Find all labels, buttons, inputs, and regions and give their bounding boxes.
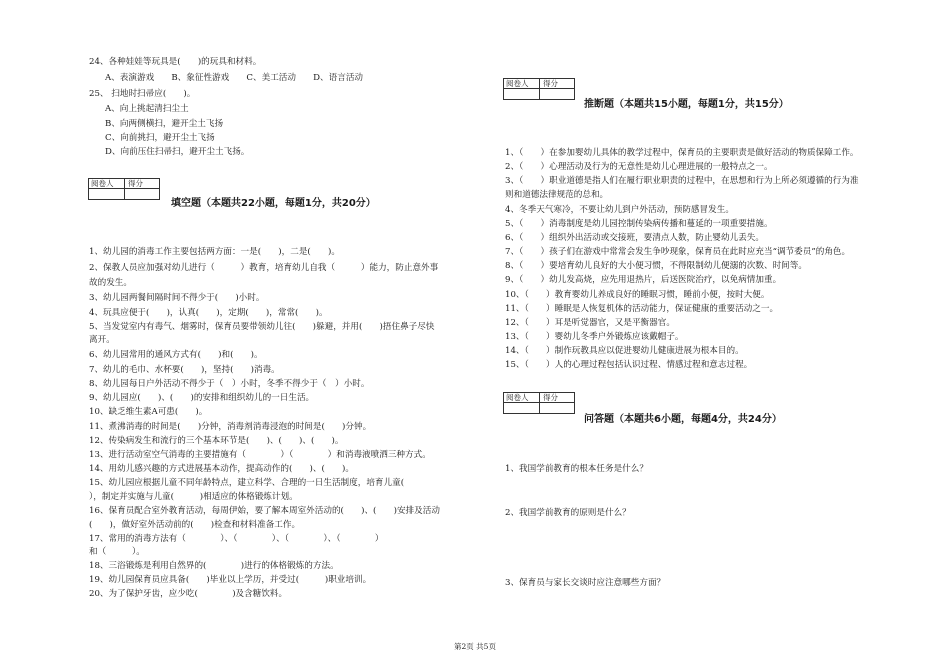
fill-line: 2、保教人员应加强对幼儿进行（ ）教育，培育幼儿自我（ ）能力，防止意外事	[89, 263, 439, 273]
fill-line: 14、用幼儿感兴趣的方式进展基本动作，提高动作的( )、( )。	[89, 464, 354, 474]
score-label: 得分	[543, 393, 558, 402]
fill-line: 10、缺乏维生素A可患( )。	[89, 407, 208, 417]
reviewer-label: 阅卷人	[506, 393, 529, 402]
fill-line: 离开。	[89, 335, 115, 345]
fill-line: 11、煮沸消毒的时间是( )分钟，消毒剂消毒浸泡的时间是( )分钟。	[89, 422, 372, 432]
fill-line: 15、幼儿园应根据儿童不同年龄特点，建立科学、合理的一日生活制度，培育儿童(	[89, 478, 430, 488]
judge-line: 3、（ ）职业道德是指人们在履行职业职责的过程中，在思想和行为上所必须遵循的行为准	[505, 176, 859, 186]
judge-section-title: 推断题（本题共15小题，每题1分，共15分）	[584, 99, 789, 110]
judge-line: 11、（ ）睡眠是人恢复机体的活动能力，保证健康的重要活动之一。	[505, 304, 779, 314]
score-label: 得分	[543, 79, 558, 88]
reviewer-label: 阅卷人	[506, 79, 529, 88]
fill-line: 5、当发觉室内有毒气、烟雾时，保育员要带领幼儿往( )躲避，并用( )捂住鼻子尽快	[89, 322, 435, 332]
fill-line: 12、传染病发生和流行的三个基本环节是( )、( )、( )。	[89, 436, 344, 446]
fill-line: 7、幼儿的毛巾、水杯要( )，坚持( )消毒。	[89, 365, 280, 375]
reviewer-label: 阅卷人	[91, 179, 114, 188]
fill-line: 4、玩具应便于( )，认真( )，定期( )，常常( )。	[89, 308, 328, 318]
judge-line: 8、（ ）要培育幼儿良好的大小便习惯，不得限制幼儿便溺的次数、时间等。	[505, 261, 807, 271]
fill-line: 13、进行活动室空气消毒的主要措施有（ ）（ ）和消毒液喷洒三种方式。	[89, 450, 431, 460]
fill-line: ( )，做好室外活动前的( )检查和材料准备工作。	[89, 520, 301, 530]
judge-line: 则和道德法律规范的总和。	[505, 190, 609, 200]
judge-line: 15、（ ）人的心理过程包括认识过程、情感过程和意志过程。	[505, 360, 753, 370]
fill-line: 和（ ）。	[89, 547, 145, 557]
fill-line: 3、幼儿园两餐间隔时间不得少于( )小时。	[89, 293, 265, 303]
judge-line: 12、（ ）耳是听觉器官，又是平衡器官。	[505, 318, 675, 328]
qa-section-title: 问答题（本题共6小题，每题4分，共24分）	[584, 414, 782, 425]
qa-question: 2、我国学前教育的原则是什么？	[505, 508, 631, 518]
fill-line: 16、保育员配合室外教育活动，每周伊始，要了解本周室外活动的( )、( )安排及活动	[89, 506, 440, 516]
score-box-judge	[503, 78, 575, 100]
question-24: 24、各种娃娃等玩具是( )的玩具和材料。	[89, 57, 262, 67]
fill-line: ），制定并实施与儿童( )相适应的体格锻炼计划。	[89, 492, 298, 502]
judge-line: 9、（ ）幼儿发高烧，应先用退热片，后送医院治疗，以免病情加重。	[505, 275, 782, 285]
fill-line: 9、幼儿园应( )、( )的安排和组织幼儿的一日生活。	[89, 393, 315, 403]
judge-line: 6、（ ）组织外出活动或交接班，要清点人数，防止婴幼儿丢失。	[505, 233, 764, 243]
fill-section-title: 填空题（本题共22小题，每题1分，共20分）	[171, 198, 376, 209]
fill-line: 1、幼儿园的消毒工作主要包括两方面：一是( )，二是( )。	[89, 247, 340, 257]
score-box-fill	[88, 178, 160, 200]
question-24-options: A、表演游戏 B、象征性游戏 C、美工活动 D、语言活动	[105, 73, 364, 83]
question-25-option-a: A、向上挑起清扫尘土	[105, 104, 189, 114]
judge-line: 5、（ ）消毒制度是幼儿园控制传染病传播和蔓延的一项重要措施。	[505, 219, 773, 229]
fill-line: 6、幼儿园常用的通风方式有( )和( )。	[89, 350, 263, 360]
fill-line: 19、幼儿园保育员应具备( )毕业以上学历，并受过( )职业培训。	[89, 575, 372, 585]
page-footer: 第2页 共5页	[454, 642, 496, 651]
qa-question: 1、我国学前教育的根本任务是什么？	[505, 464, 648, 474]
judge-line: 1、（ ）在参加婴幼儿具体的教学过程中，保育员的主要职责是做好活动的物质保障工作。	[505, 148, 859, 158]
question-25-option-d: D、向前压住扫帚扫，避开尘土飞扬。	[105, 147, 250, 157]
fill-line: 17、常用的消毒方法有（ ）、（ ）、（ ）、（ ）	[89, 534, 384, 544]
fill-line: 故的发生。	[89, 278, 132, 288]
score-label: 得分	[128, 179, 143, 188]
fill-line: 20、为了保护牙齿，应少吃( )及含糖饮料。	[89, 589, 288, 599]
qa-question: 3、保育员与家长交谈时应注意哪些方面？	[505, 578, 666, 588]
judge-line: 7、（ ）孩子们在游戏中常常会发生争吵现象，保育员在此时应充当“调节委员”的角色。	[505, 247, 851, 257]
question-25-option-c: C、向前挑扫，避开尘土飞扬	[105, 133, 215, 143]
judge-line: 13、（ ）婴幼儿冬季户外锻炼应该戴帽子。	[505, 332, 684, 342]
judge-line: 4、冬季天气寒冷，不要让幼儿到户外活动，预防感冒发生。	[505, 205, 734, 215]
question-25: 25、 扫地时扫帚应( )。	[89, 89, 196, 99]
fill-line: 18、三浴锻炼是利用自然界的( )进行的体格锻炼的方法。	[89, 561, 339, 571]
fill-line: 8、幼儿园每日户外活动不得少于（ ）小时，冬季不得少于（ ）小时。	[89, 379, 370, 389]
score-box-qa	[503, 392, 575, 414]
judge-line: 2、（ ）心理活动及行为的无意性是幼儿心理进展的一般特点之一。	[505, 162, 773, 172]
judge-line: 14、（ ）制作玩教具应以促进婴幼儿健康进展为根本目的。	[505, 346, 744, 356]
judge-line: 10、（ ）教育婴幼儿养成良好的睡眠习惯，睡前小便，按时大便。	[505, 290, 770, 300]
question-25-option-b: B、向两侧横扫，避开尘土飞扬	[105, 119, 224, 129]
